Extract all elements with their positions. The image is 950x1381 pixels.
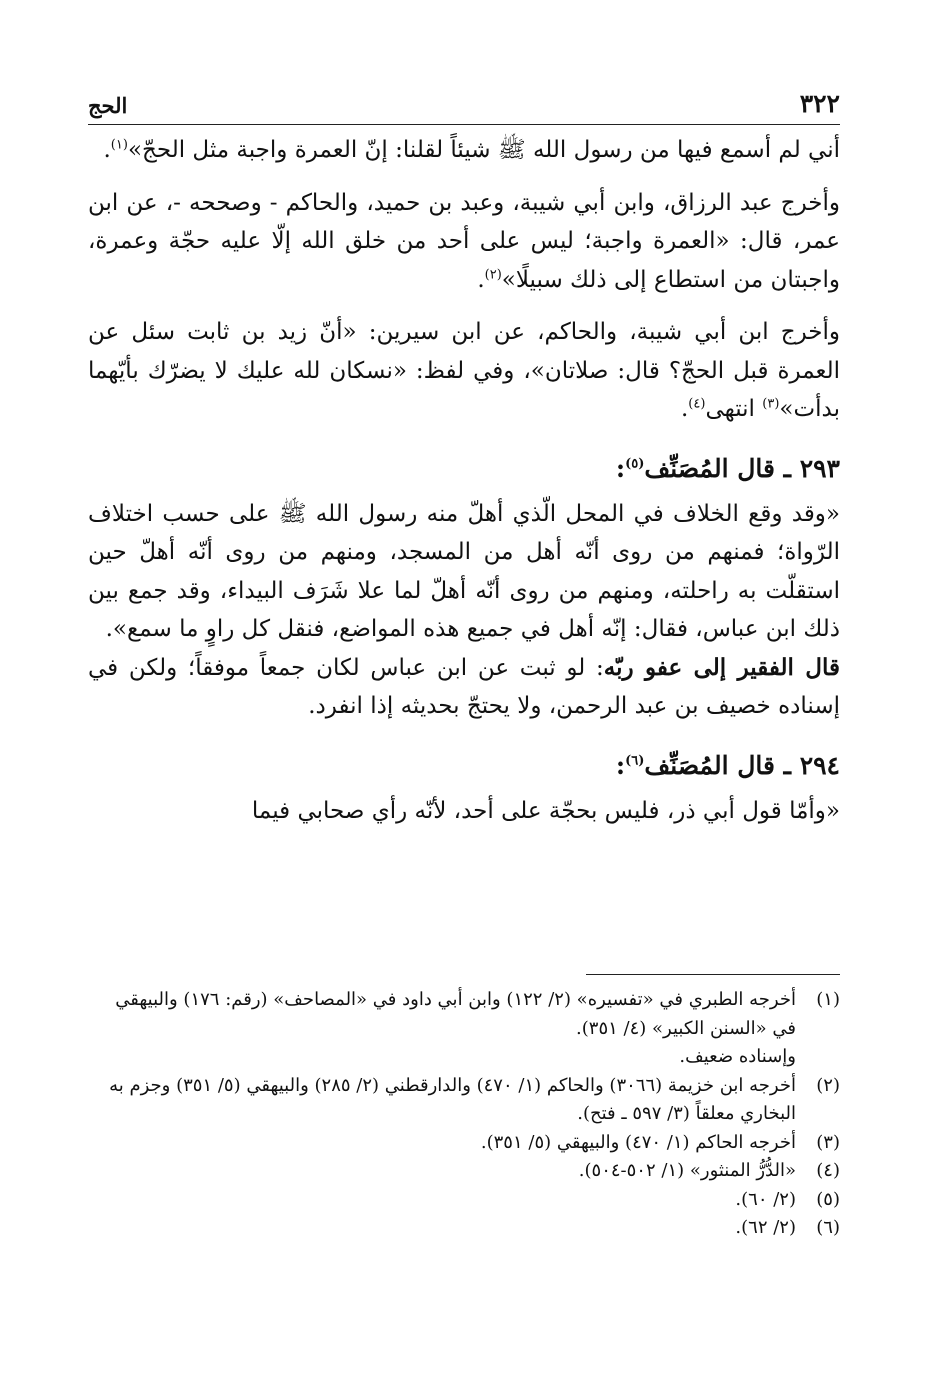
commentary-lead: قال الفقير إلى عفو ربّه: [603, 653, 840, 681]
footnote: [88, 986, 840, 1043]
paragraph: [88, 184, 840, 300]
page: [88, 78, 840, 830]
footnote-continuation: وإسناده ضعيف.: [679, 1046, 796, 1067]
footnote-number: (١): [816, 989, 840, 1010]
footnote-number: (٤): [816, 1160, 840, 1181]
punctuation: :: [615, 453, 626, 483]
footnote-number: (٥): [816, 1188, 840, 1210]
footnote-number: (٣): [816, 1131, 840, 1153]
paragraph: [88, 313, 840, 429]
main-text: [88, 131, 840, 830]
footnote: [88, 1157, 840, 1186]
footnote-ref: (٥): [625, 456, 645, 472]
footnote-ref: (٤): [688, 396, 706, 412]
punctuation: .: [680, 396, 689, 422]
punctuation: .: [103, 137, 111, 163]
quote-paragraph: «وأمّا قول أبي ذر، فليس بحجّة على أحد، لأنّه رأي صحابي فيما: [251, 797, 840, 824]
footnote-text: أخرجه الطبري في «تفسيره» (٢/ ١٢٢) وابن أبي داود في «المصاحف» (رقم: ١٧٦) والبيهقي في «السنن الكبير» (٤/ ٣٥١).: [115, 989, 796, 1039]
footnote: [88, 1129, 840, 1158]
running-title: الحج: [88, 93, 128, 118]
page-number: ٣٢٢: [799, 89, 840, 118]
footnote-text: أخرجه ابن خزيمة (٣٠٦٦) والحاكم (١/ ٤٧٠) والدارقطني (٢/ ٢٨٥) والبيهقي (٥/ ٣٥١) وجزم به البخاري معلقاً (٣/ ٥٩٧ ـ فتح).: [109, 1074, 796, 1124]
footnote-separator: [586, 974, 840, 975]
footnote-text: أخرجه الحاكم (١/ ٤٧٠) والبيهقي (٥/ ٣٥١).: [480, 1131, 796, 1153]
footnote-number: (٢): [816, 1074, 840, 1096]
commentary-text: : لو ثبت عن ابن عباس لكان جمعاً موفقاً؛ ولكن في إسناده خصيف بن عبد الرحمن، ولا يحتجّ بحديثه إذا انفرد.: [88, 654, 840, 719]
paragraph-text: وأخرج ابن أبي شيبة، والحاكم، عن ابن سيرين: «أنّ زيد بن ثابت سئل عن العمرة قبل الحجّ؟ قال: صلاتان»، وفي لفظ: «نسكان لله عليك لا يضرّك بأيّهما بدأت»: [88, 319, 840, 422]
section-heading: [88, 449, 840, 489]
punctuation: :: [615, 750, 626, 780]
section-heading-text: ٢٩٤ ـ قال المُصَنِّف: [644, 750, 840, 780]
section-heading-text: ٢٩٣ ـ قال المُصَنِّف: [644, 453, 840, 483]
section-heading: [88, 746, 840, 786]
footnotes: [88, 986, 840, 1243]
quote-paragraph: «وقد وقع الخلاف في المحل الّذي أهلّ منه رسول الله ﷺ على حسب اختلاف الرّواة؛ فمنهم من روى أنّه أهل من المسجد، ومنهم من روى أنّه أهلّ حين استقلّت به راحلته، ومنهم من روى أنّه أهلّ لما علا شَرَف البيداء، وقد جمع بين ذلك ابن عباس، فقال: إنّه أهل في جميع هذه المواضع، فنقل كل راوٍ ما سمع».: [88, 500, 840, 642]
paragraph-text: انتهى: [705, 396, 763, 422]
commentary-paragraph: [88, 649, 840, 726]
footnote-ref: (٢): [484, 266, 502, 282]
footnote-text: (٢/ ٦٢).: [735, 1217, 796, 1238]
footnote-ref: (٦): [625, 753, 645, 769]
footnote-text: (٢/ ٦٠).: [735, 1188, 796, 1210]
footnote: [88, 1214, 840, 1243]
footnote: [88, 1072, 840, 1129]
punctuation: .: [477, 266, 485, 293]
footnote-ref: (١): [110, 137, 128, 153]
footnote-number: (٦): [816, 1217, 840, 1238]
footnote-text: «الدُّرُّ المنثور» (١/ ٥٠٢-٥٠٤).: [578, 1160, 796, 1181]
paragraph-text: وأخرج عبد الرزاق، وابن أبي شيبة، وعبد بن حميد، والحاكم - وصححه -، عن ابن عمر، قال: «العمرة واجبة؛ ليس على أحد من خلق الله إلّا عليه حجّة وعمرة، واجبتان من استطاع إلى ذلك سبيلًا»: [88, 189, 840, 293]
footnote-ref: (٣): [762, 396, 780, 412]
footnote: [88, 1186, 840, 1215]
page-header: [88, 78, 840, 125]
paragraph: [88, 131, 840, 170]
paragraph-text: أني لم أسمع فيها من رسول الله ﷺ شيئاً لقلنا: إنّ العمرة واجبة مثل الحجّ»: [127, 137, 840, 163]
